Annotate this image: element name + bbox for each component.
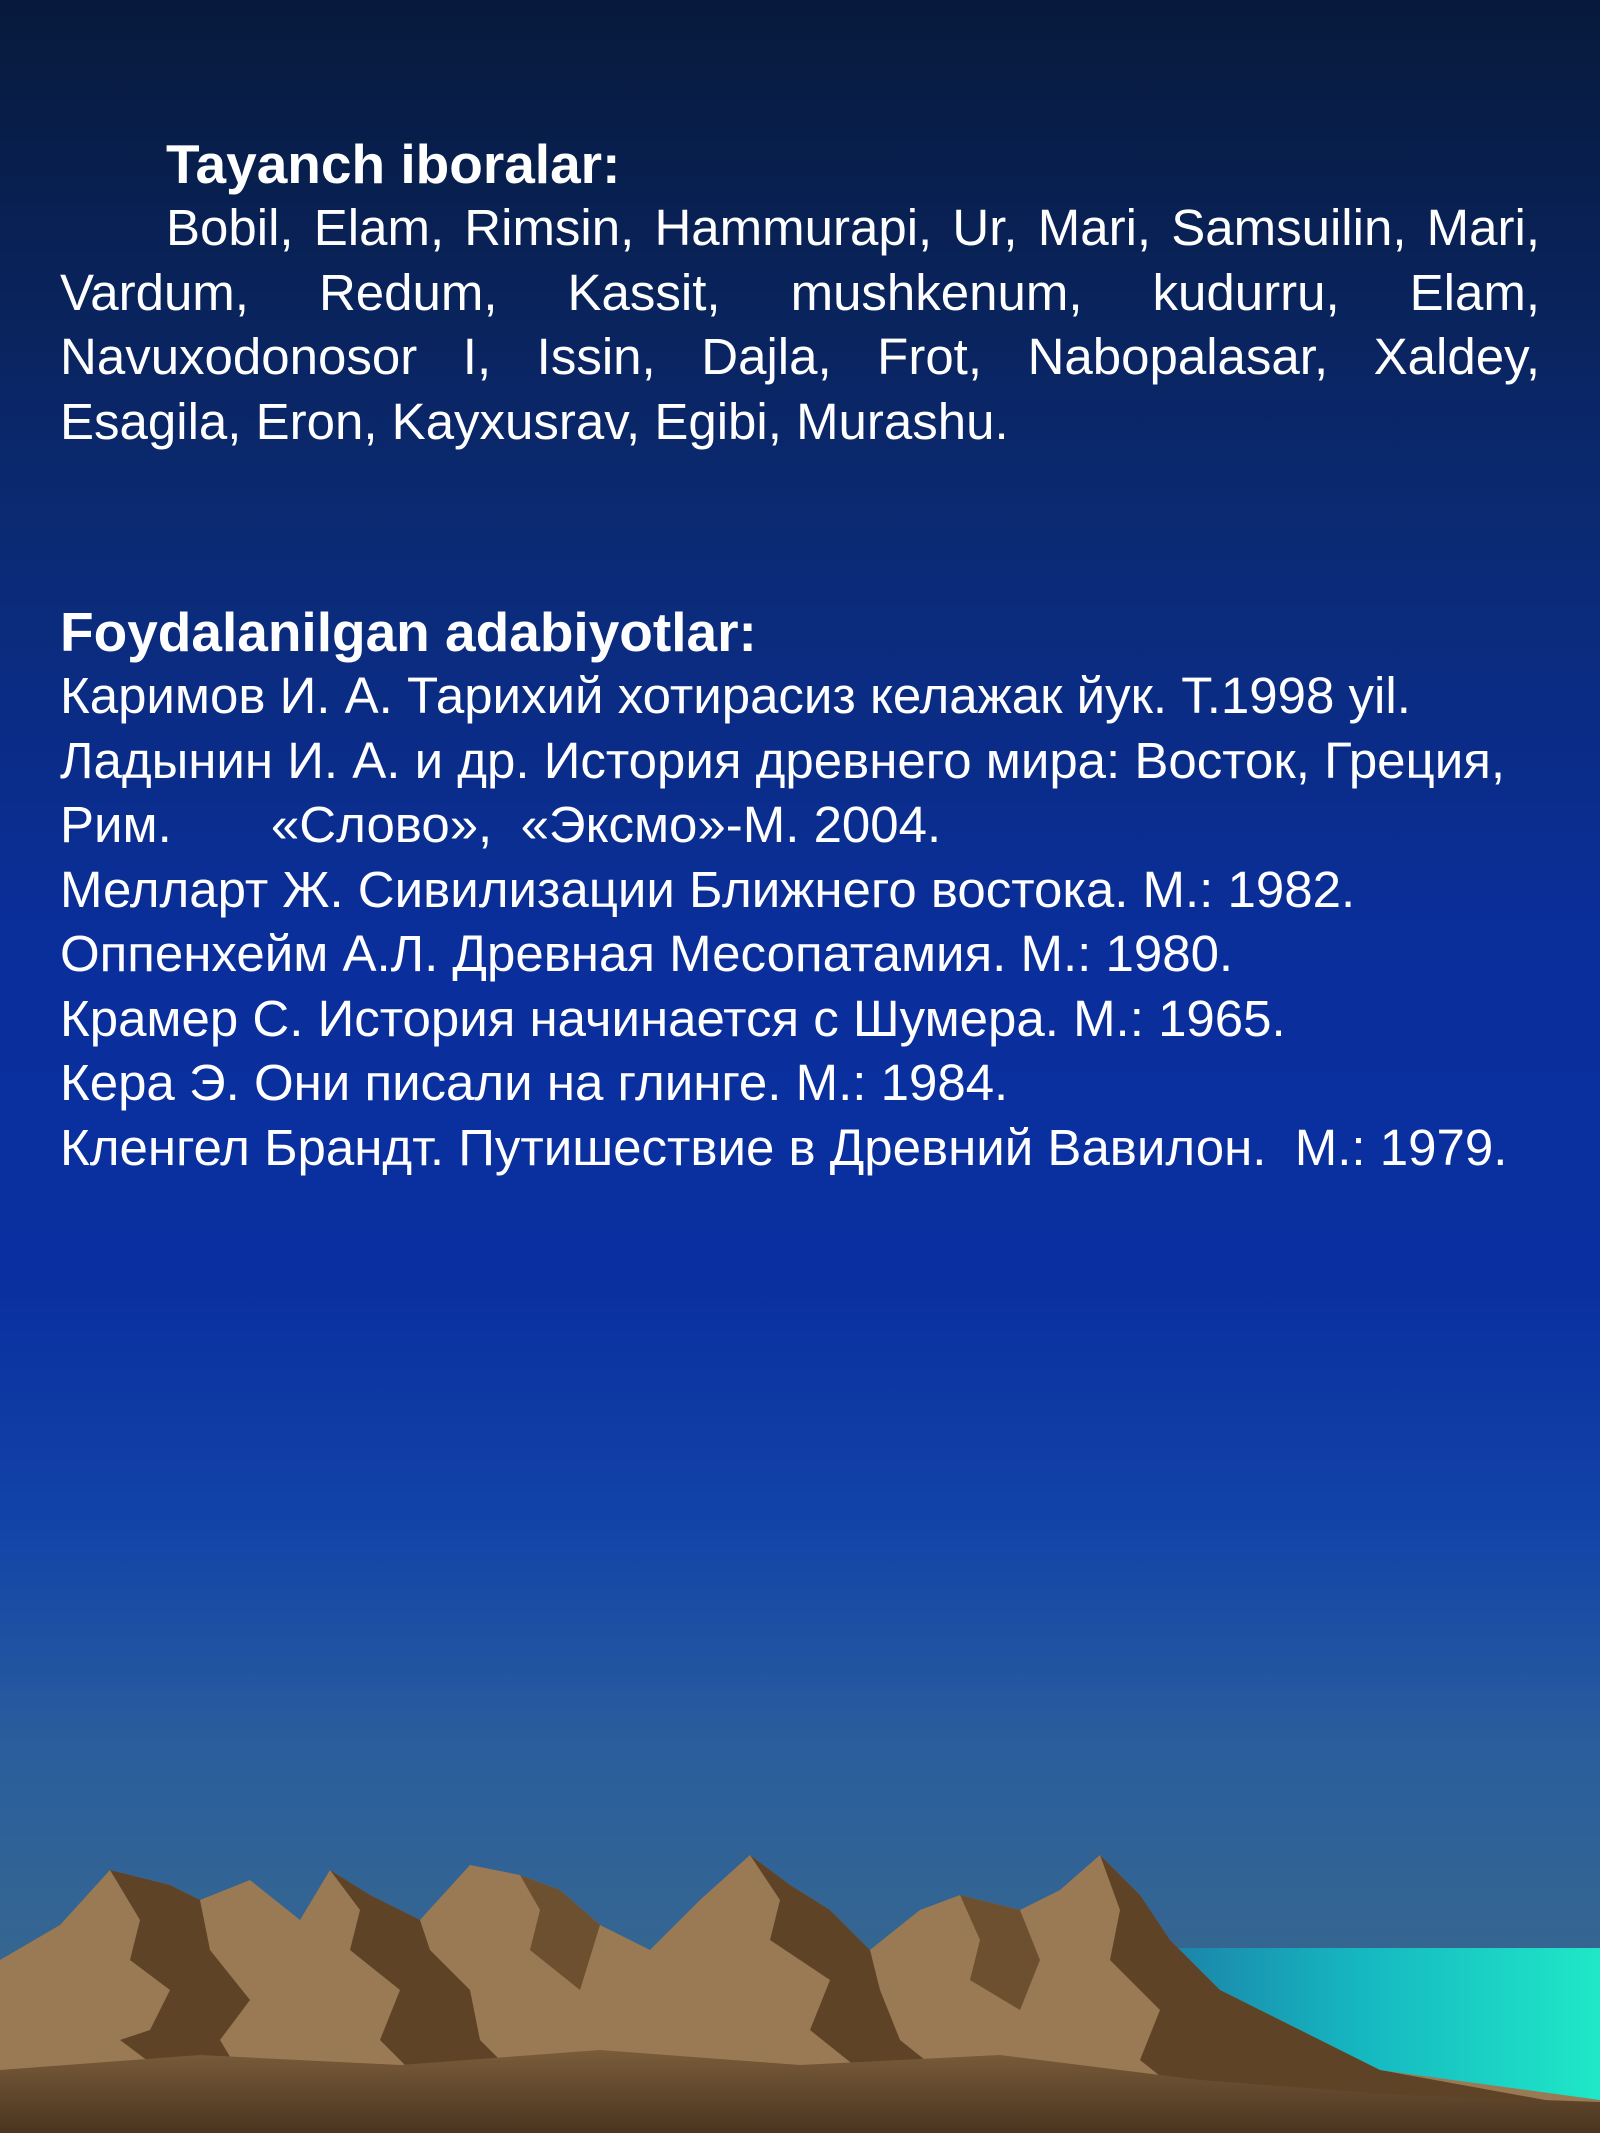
references-list [60,664,1540,1180]
mountain-landscape-illustration [0,1840,1600,2133]
section-spacer [60,454,1540,600]
reference-item: Кленгел Брандт. Путишествие в Древний Вавилон. М.: 1979. [60,1118,1508,1176]
keywords-text: Bobil, Elam, Rimsin, Hammurapi, Ur, Mari, Samsuilin, Mari, Vardum, Redum, Kassit, mushkenum, kudurru, Elam, Navuxodonosor I, Issin, Dajla, Frot, Nabopalasar, Xaldey, Esagila, Eron, Kayxusrav, Egibi, Murashu. [60,199,1540,450]
slide-content [60,132,1540,1180]
reference-item: Крамер С. История начинается с Шумера. М.: 1965. [60,989,1286,1047]
references-heading: Foydalanilgan adabiyotlar: [60,601,757,663]
reference-item: Ладынин И. А. и др. История древнего мира: Восток, Греция, Рим. «Слово», «Эксмо»-М. 2004. [60,731,1520,853]
reference-item: Мелларт Ж. Сивилизации Ближнего востока. М.: 1982. [60,860,1356,918]
reference-item: Каримов И. А. Тарихий хотирасиз келажак йук. Т.1998 yil. [60,667,1411,724]
reference-item: Кера Э. Они писали на глинге. М.: 1984. [60,1054,1009,1111]
keywords-heading: Tayanch iboralar: [166,133,621,195]
reference-item: Оппенхейм А.Л. Древная Месопатамия. М.: 1980. [60,925,1234,982]
